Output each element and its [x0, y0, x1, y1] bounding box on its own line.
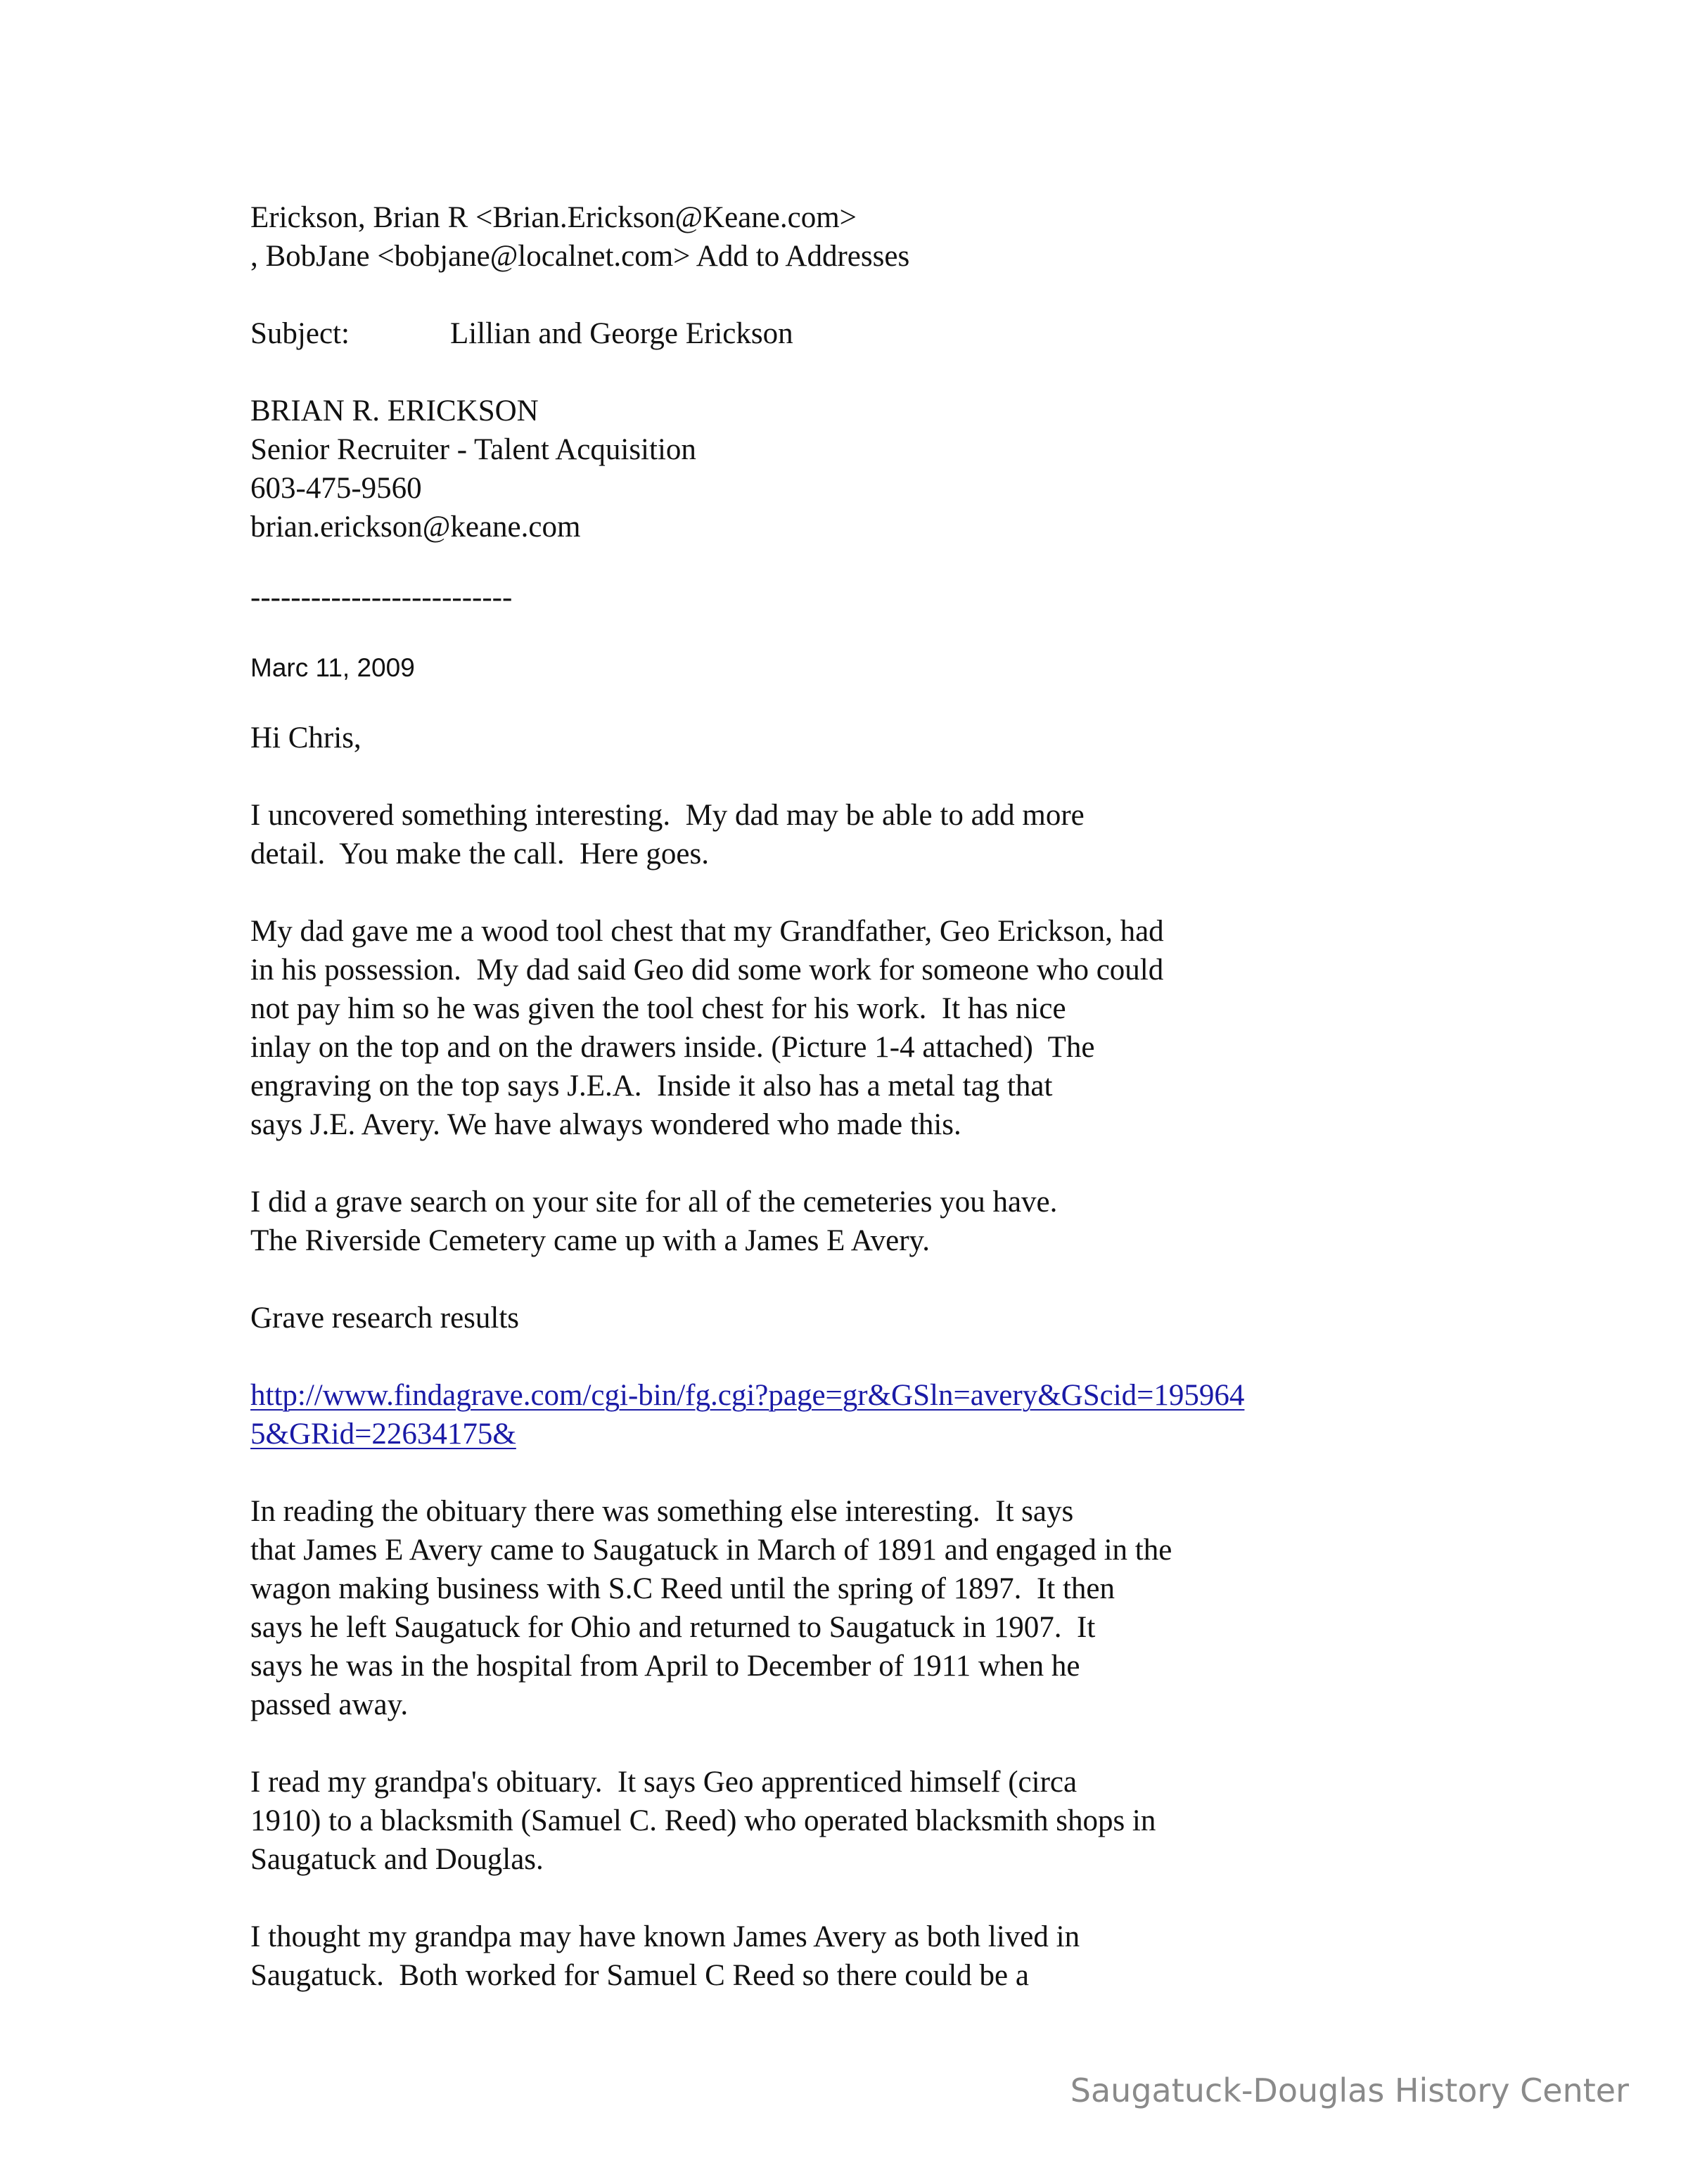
paragraph-1 [250, 796, 1446, 873]
paragraph-line: not pay him so he was given the tool chest for his work. It has nice [250, 992, 1066, 1025]
paragraph-line: says J.E. Avery. We have always wondered who made this. [250, 1108, 961, 1141]
paragraph-2 [250, 912, 1446, 1144]
letter-greeting: Hi Chris, [250, 721, 362, 754]
paragraph-line: I read my grandpa's obituary. It says Geo apprenticed himself (circa [250, 1766, 1078, 1799]
paragraph-line: 1910) to a blacksmith (Samuel C. Reed) who operated blacksmith shops in [250, 1804, 1156, 1837]
paragraph-3 [250, 1183, 1446, 1260]
paragraph-line: engraving on the top says J.E.A. Inside it also has a metal tag that [250, 1069, 1053, 1103]
email-to-line: , BobJane <bobjane@localnet.com> Add to Addresses [250, 240, 910, 273]
subject-value: Lillian and George Erickson [450, 317, 793, 350]
separator-line: -------------------------- [250, 581, 513, 614]
grave-results-heading: Grave research results [250, 1302, 520, 1335]
paragraph-6 [250, 1918, 1446, 1995]
paragraph-line: passed away. [250, 1688, 409, 1721]
paragraph-4 [250, 1492, 1446, 1724]
email-from-line: Erickson, Brian R <Brian.Erickson@Keane.com> [250, 201, 857, 234]
paragraph-line: Saugatuck. Both worked for Samuel C Reed so there could be a [250, 1959, 1029, 1992]
email-subject [250, 314, 1446, 353]
paragraph-line: Saugatuck and Douglas. [250, 1843, 544, 1876]
paragraph-line: says he left Saugatuck for Ohio and returned to Saugatuck in 1907. It [250, 1611, 1096, 1644]
paragraph-line: The Riverside Cemetery came up with a James E Avery. [250, 1224, 930, 1257]
paragraph-line: I uncovered something interesting. My dad may be able to add more [250, 799, 1085, 832]
paragraph-line: My dad gave me a wood tool chest that my Grandfather, Geo Erickson, had [250, 915, 1164, 948]
findagrave-link-line-1[interactable]: http://www.findagrave.com/cgi-bin/fg.cgi?page=gr&GSln=avery&GScid=195964 [250, 1379, 1245, 1412]
signature-name: BRIAN R. ERICKSON [250, 394, 539, 428]
findagrave-link[interactable] [250, 1376, 1446, 1453]
paragraph-line: I did a grave search on your site for all of the cemeteries you have. [250, 1186, 1058, 1219]
letter-page [250, 198, 1446, 1995]
paragraph-line: says he was in the hospital from April to December of 1911 when he [250, 1650, 1080, 1683]
history-center-watermark: Saugatuck-Douglas History Center [1070, 2071, 1629, 2109]
paragraph-line: detail. You make the call. Here goes. [250, 837, 709, 871]
paragraph-line: In reading the obituary there was something else interesting. It says [250, 1495, 1074, 1528]
signature-email: brian.erickson@keane.com [250, 510, 581, 544]
letter-date: Marc 11, 2009 [250, 653, 415, 682]
signature-title: Senior Recruiter - Talent Acquisition [250, 433, 696, 466]
subject-label: Subject: [250, 317, 350, 350]
paragraph-line: wagon making business with S.C Reed until the spring of 1897. It then [250, 1572, 1115, 1605]
signature-phone: 603-475-9560 [250, 472, 422, 505]
paragraph-line: that James E Avery came to Saugatuck in March of 1891 and engaged in the [250, 1534, 1172, 1567]
paragraph-line: I thought my grandpa may have known James Avery as both lived in [250, 1920, 1080, 1953]
paragraph-5 [250, 1763, 1446, 1879]
paragraph-line: inlay on the top and on the drawers inside. (Picture 1-4 attached) The [250, 1031, 1095, 1064]
findagrave-link-line-2[interactable]: 5&GRid=22634175& [250, 1418, 516, 1451]
paragraph-line: in his possession. My dad said Geo did some work for someone who could [250, 953, 1164, 987]
